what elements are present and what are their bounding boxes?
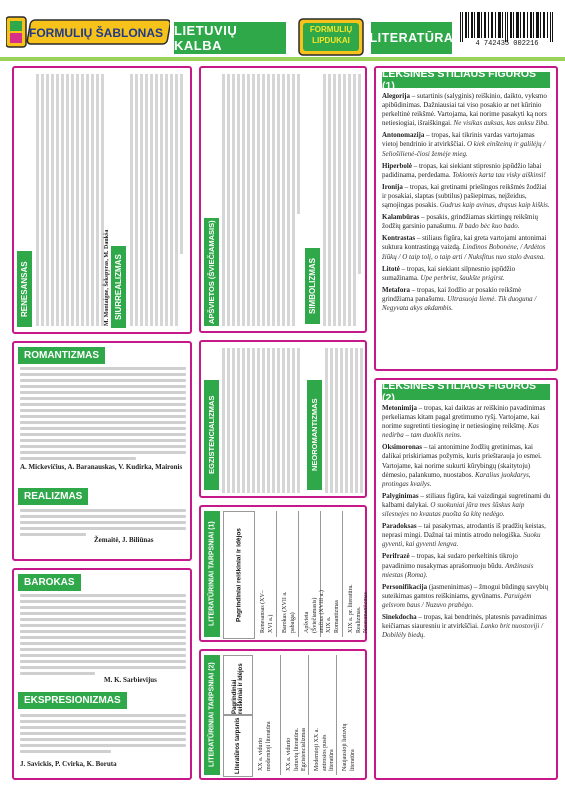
topic-label: LITERATŪRA [371,22,452,54]
figure-item: Alegorija – sutartinis (salyginis) reiškinio, daikto, vyksmo apibūdinimas. Dažniausiai tai viso posakio ar net kūrinio perkeltinė reikšmė. Vartojama, kai norime pasakyti ką nors netiesiogiai, išraiškingai. Ne visikas auksas, kas auksu žiba. [382,92,550,128]
figure-item: Litotė – tropas, kai siekiant silpnesnio įspūdžio sumažinama. Upe perbrist, šaukšte prigirst. [382,264,516,282]
tarpsniai-2-row: XX a. vidurio modernioji literatūra [258,721,272,771]
egzistencializmas-text [222,348,304,493]
realizmas-text [20,509,186,539]
tarpsniai-2-title: LITERATŪRINIAI TARPSNIAI (2) [204,655,220,775]
apsvieta-title: APŠVIETOS (ŠVIEČIAMASIS) [204,218,219,326]
tarpsniai-2-panel [199,649,367,780]
figure-item: Paradoksas – tai pasakymas, atrodantis iš pradžių keistas, neprasi mingi. Dažnai tai mintis atrodo nelogiška. Suoku gyventi, kai gyventi lengva. [382,522,546,549]
simbolizmas-text [323,74,363,326]
brand-logo-right-text: FORMULIŲ LIPDUKAI [309,25,353,45]
romantizmas-title: ROMANTIZMAS [18,347,105,364]
brand-logo [6,14,170,50]
romantizmas-panel [12,341,192,561]
renesansas-attribution: M. Montaigne, Šekspyras, M. Daukša [104,229,110,326]
figure-item: Ironija – tropas, kai gretinami priešingos reikšmės žodžiai ir posakiai, slaptas (subtilus) pašiepimas, neįžeidus, sąmojingas posakis. Gudrus kaip avinas, drąsus kaip kiškis. [382,182,550,210]
figure-item: Sinekdocha – tropas, kai bendrinės, platesnis pavadinimas keičiamas siauresniu ir atvirkščiai. Lanko brit nuostoviji / Dobilėly biedų. [382,612,547,640]
figure-item: Personifikacija (įasmeninimas) – žmogui būdingų savybių suteikimas gamtos reiškiniams, gyvūnams. Paruigėm gelsvom baus / Nuzuvo prabėgo. [382,582,549,609]
ekspresionizmas-attribution: J. Savickis, P. Cvirka, K. Boruta [20,760,117,768]
neoromantizmas-title: NEOROMANTIZMAS [307,380,322,490]
barokas-title: BAROKAS [18,574,81,591]
tarpsniai-1-row: XIX a. Romantizmas [326,600,340,633]
tarpsniai-1-row: Renesansas (XV–XVI a.) [260,590,274,633]
figure-item: Metafora – tropas, kai žodžio ar posakio reikšmė grindžiama panašumu. Ultrasuoja liemė. Tik duoguna / Negyvata akys akdambis. [382,285,537,312]
egzistencializmas-panel [199,340,367,498]
barokas-attribution: M. K. Sarbievijus [104,676,157,684]
siurrealizmas-text [130,74,188,326]
renesansas-title: RENESANSAS [17,251,32,327]
realizmas-title: REALIZMAS [18,488,88,505]
barcode-number: 4 742435 002216 [475,40,539,48]
figure-item: Palyginimas – stiliaus figūra, kai vaizdingai sugretinami du kalbami dalykai. O suokuniai jūra mes šūskus kaip silesnejes no kvautas puošta ša kitę nedėgo. [382,491,551,519]
realizmas-attribution: Žemaitė, J. Biliūnas [94,536,154,544]
figure-item: Antonomazija – tropas, kai tikrinis vardas vartojamas vietoj bendrinio ir atvirkščiai. O kiek einšteinų ir galilėjų / Seliošilienė-čiosi žemėje mieg. [382,131,546,158]
figure-item: Metonimija – tropas, kai daiktas ar reiškinio pavadinimas perkeliamas kitam pagal gretimumo ryšį. Vartojame, kai norime sugretinti tiesioginę ir netiesioginę reikšmę. Kas nedirba – tam duoklis neins. [382,404,546,440]
figures-1-panel [374,66,558,371]
figures-2-title: LEKSINĖS STILIAUS FIGŪROS (2) [382,384,550,400]
header-divider [0,57,565,61]
figure-item: Kalambūras – posakis, grindžiamas skirtingų reikšmių žodžių garsinio panašumu. Ił bado bėc kuo bado. [382,213,538,231]
figure-item: Oksimoronas – tai antonimine žodžių gretinimas, kai dalikai priskiriamas požymis, kuris prieštarauja jo esmei. Vartojame, kai norime sukurti kūrybingų (skaitytoju) dėmesio, palankumo, nuostabos. Karalius juokdarys, protingas kvailys. [382,443,542,488]
figure-item: Perifrazė – tropas, kai sudaro perkeltinis tikrojo pavadinimo nusakymas aprašomuoju būdu. Amžinasis miestas (Roma). [382,552,534,579]
simbolizmas-title: SIMBOLIZMAS [305,248,320,324]
figures-2-list [382,404,552,643]
tarpsniai-1-title: LITERATŪRINIAI TARPSNIAI (1) [204,511,220,637]
tarpsniai-1-header: Pagrindiniai reiškiniai ir idėjos [223,511,255,639]
apsvieta-panel [199,66,367,333]
tarpsniai-1-row: Apšvieta (Šviečiamasis) amžius (XVIII a.) [304,590,325,633]
tarpsniai-2-row: Modernioji XX a. antrosios pusės literatūra [314,728,335,771]
brand-logo-text: FORMULIŲ ŠABLONAS [29,26,163,40]
renesansas-panel [12,66,192,334]
figures-1-title: LEKSINĖS STILIAUS FIGŪROS (1) [382,72,550,88]
tarpsniai-2-row: Naujausioji lietuvių literatūra [342,723,356,771]
egzistencializmas-title: EGZISTENCIALIZMAS [204,380,219,490]
figure-item: Kontrastas – stiliaus figūra, kai greta vartojami antonimai suktura kontrastingą vaizdą. Lindinos Bobonėne, / Ardėtos žiūkų / O taip tolį, o taip arti / Nuksfitus nuo stalo dvasna. [382,234,547,261]
tarpsniai-2-col1-header: Literatūros tarpsnis [223,715,253,777]
neoromantizmas-text [325,348,363,493]
tarpsniai-2-row: XX a. vidurio lietuvių literatūra. Egzistencializmas [286,727,307,771]
page-header [0,0,565,58]
tarpsniai-1-panel [199,505,367,642]
siurrealizmas-title: SIURREALIZMAS [111,246,126,328]
barokas-text [20,594,186,678]
figures-2-panel [374,378,558,780]
apsvieta-text [222,74,302,326]
figures-1-list [382,92,552,316]
tarpsniai-1-rows [256,511,369,637]
barokas-panel [12,568,192,780]
ekspresionizmas-title: EKSPRESIONIZMAS [18,692,127,709]
romantizmas-text [20,367,186,463]
tarpsniai-1-row: XIX a. pr. literatūra. Realizmas. Neoromantizmas [348,584,369,633]
tarpsniai-1-row: Barokas (XVII a. pabaiga) [282,591,296,633]
renesansas-text [36,74,109,326]
ekspresionizmas-text [20,714,186,756]
tarpsniai-2-rows [254,655,364,775]
figure-item: Hiperbolė – tropas, kai siekiant stipresnio įspūdžio labai padidinama, perdedama. Tokiomis karta tau visky aiškinsi! [382,161,546,179]
subject-label: LIETUVIŲ KALBA [174,22,286,54]
romantizmas-attribution: A. Mickevičius, A. Baranauskas, V. Kudirka, Maironis [20,463,183,471]
tarpsniai-2-header: Pagrindiniai reiškiniai ir idėjos [223,655,253,715]
